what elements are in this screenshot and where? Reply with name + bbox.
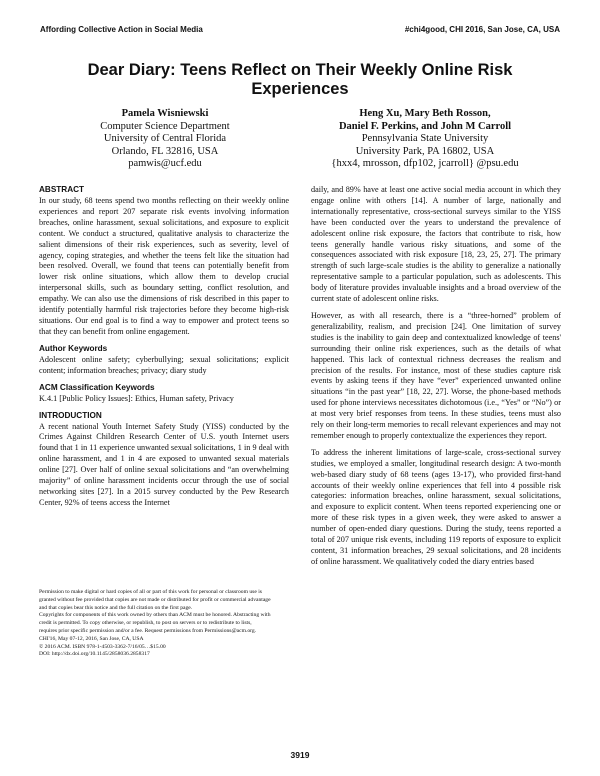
author-names-line1: Heng Xu, Mary Beth Rosson, <box>359 108 491 119</box>
author-left <box>65 108 265 171</box>
author-email: pamwis@ucf.edu <box>128 158 202 169</box>
author-right <box>300 108 550 171</box>
author-city: Orlando, FL 32816, USA <box>111 145 219 157</box>
author-city: University Park, PA 16802, USA <box>355 145 495 157</box>
header-left: Affording Collective Action in Social Media <box>40 25 203 34</box>
copyright-permission: Permission to make digital or hard copies of all or part of this work for personal or classroom use is granted without fee provided that copies are not made or distributed for profit or commercial advantage and that copies bear this notice and the full citation on the first page. <box>39 589 271 611</box>
abstract-text: In our study, 68 teens spend two months reflecting on their weekly online experiences and report 207 separate risk events involving information breaches, online harassment, sexual solicitations, and exposure to explicit content. We conduct a structured, qualitative analysis to characterize the salient dimensions of their risk experiences, such as severity, level of agency, coping strategies, and whether the teens felt like the situation had been resolved. Overall, we found that teens can potentially benefit from lower risk online situations, which allow them to develop crucial interpersonal skills, such as boundary setting, conflict resolution, and empathy. We can also use the dimensions of risk described in this paper to identify potentially harmful risk trajectories before they become high-risk situations. Our end goal is to find a way to empower and protect teens so that they can benefit from online engagement. <box>39 196 289 336</box>
copyright-conference: CHI'16, May 07-12, 2016, San Jose, CA, USA <box>39 635 144 642</box>
page-number: 3919 <box>290 750 310 760</box>
running-header <box>40 25 560 37</box>
keywords-heading: Author Keywords <box>39 343 108 353</box>
introduction-heading: INTRODUCTION <box>39 410 102 420</box>
body-paragraph: To address the inherent limitations of large-scale, cross-sectional survey studies, we employed a smaller, longitudinal research design: A two-month web-based diary study of 68 teens (ages 13-17), who provided first-hand accounts of their weekly online experiences that fell into 4 possible risk categories: information breaches, online harassment, sexual solicitations, and exposure to explicit content. When teens reported experiencing one or more of these risk types in a given week, they were asked to answer a number of open-ended diary questions. During the study, teens reported a total of 207 unique risk events, including 119 reports of exposure to explicit content, 31 information breaches, 29 sexual solicitations, and 28 incidents of online harassment. We qualitatively coded the diary entries based <box>311 447 561 566</box>
copyright-isbn: © 2016 ACM. ISBN 978-1-4503-3362-7/16/05…$15.00 <box>39 643 166 650</box>
author-institution: Pennsylvania State University <box>361 133 489 144</box>
copyright-components: Copyrights for components of this work owned by others than ACM must be honored. Abstracting with credit is permitted. To copy otherwise, or republish, to post on servers or to redistribute to lists, requires prior specific permission and/or a fee. Request permissions from Permissions@acm.org. <box>39 612 271 634</box>
author-dept: Computer Science Department <box>100 120 230 132</box>
keywords-text: Adolescent online safety; cyberbullying; sexual solicitations; explicit content; information breaches; privacy; diary study <box>39 354 289 375</box>
copyright-doi: DOI: http://dx.doi.org/10.1145/2858036.2858317 <box>39 651 150 658</box>
paper-title: Dear Diary: Teens Reflect on Their Weekly Online Risk Experiences <box>87 61 513 98</box>
copyright-notice <box>39 589 271 659</box>
abstract-heading: ABSTRACT <box>39 185 85 194</box>
right-column <box>311 185 561 574</box>
author-email: {hxx4, mrosson, dfp102, jcarroll} @psu.edu <box>331 158 519 169</box>
author-institution: University of Central Florida <box>103 133 227 144</box>
body-paragraph: daily, and 89% have at least one active social media account in which they engage online with others [14]. A number of large, nationally and internationally representative, cross-sectional surveys similar to the YISS have been conducted over the years to understand the prevalence of adolescent online risk exposure, the factors that contribute to risk, how teens generally handle various risky situations, and some of the consequences associated with risk exposure [18, 23, 25, 27]. The primary strength of such large-scale studies is the ability to generalize a nationally representative sample to a particular population, such as adolescents. This body of literature provides invaluable insights and a broad overview of the current state of adolescent online risks. <box>311 185 561 304</box>
acm-heading: ACM Classification Keywords <box>39 382 155 392</box>
acm-text: K.4.1 [Public Policy Issues]: Ethics, Human safety, Privacy <box>39 393 234 403</box>
left-column <box>39 185 289 515</box>
author-names-line2: Daniel F. Perkins, and John M Carroll <box>338 120 512 132</box>
body-paragraph: However, as with all research, there is a “three-horned” problem of generalizability, realism, and precision [24]. One limitation of survey studies is the inability to gain deep and contextualized knowledge of teens' surrounding their online risk experiences, such as the details of what happened. This lack of contextual richness decreases the realism and precision of the results. For instance, most of these studies capture risk events by asking teens if they have “ever” experienced unwanted online situations “in the past year” [18, 22, 27]. Worse, the phone-based methods used for phone interviews necessitates dichotomous (i.e., “Yes” or “No”) or at most very brief responses from teens. In these studies, teens must also rely on their long-term memories to recall relevant experiences and may not remember enough to properly contextualize the experiences they report. <box>311 310 561 440</box>
author-name: Pamela Wisniewski <box>121 108 209 119</box>
introduction-text: A recent national Youth Internet Safety Study (YISS) conducted by the Crimes Against Children Research Center of U.S. youth Internet users found that 1 in 11 experience unwanted sexual solicitations, 1 in 9 deal with online harassment, and 1 in 4 are exposed to unwanted sexual materials online [27]. Over half of online sexual solicitations and “an overwhelming majority” of online harassment incidents occur through the use of social networking sites [27]. In a 2015 survey conducted by the Pew Research Center, 92% of teens access the Internet <box>39 421 289 507</box>
header-right: #chi4good, CHI 2016, San Jose, CA, USA <box>404 25 560 34</box>
